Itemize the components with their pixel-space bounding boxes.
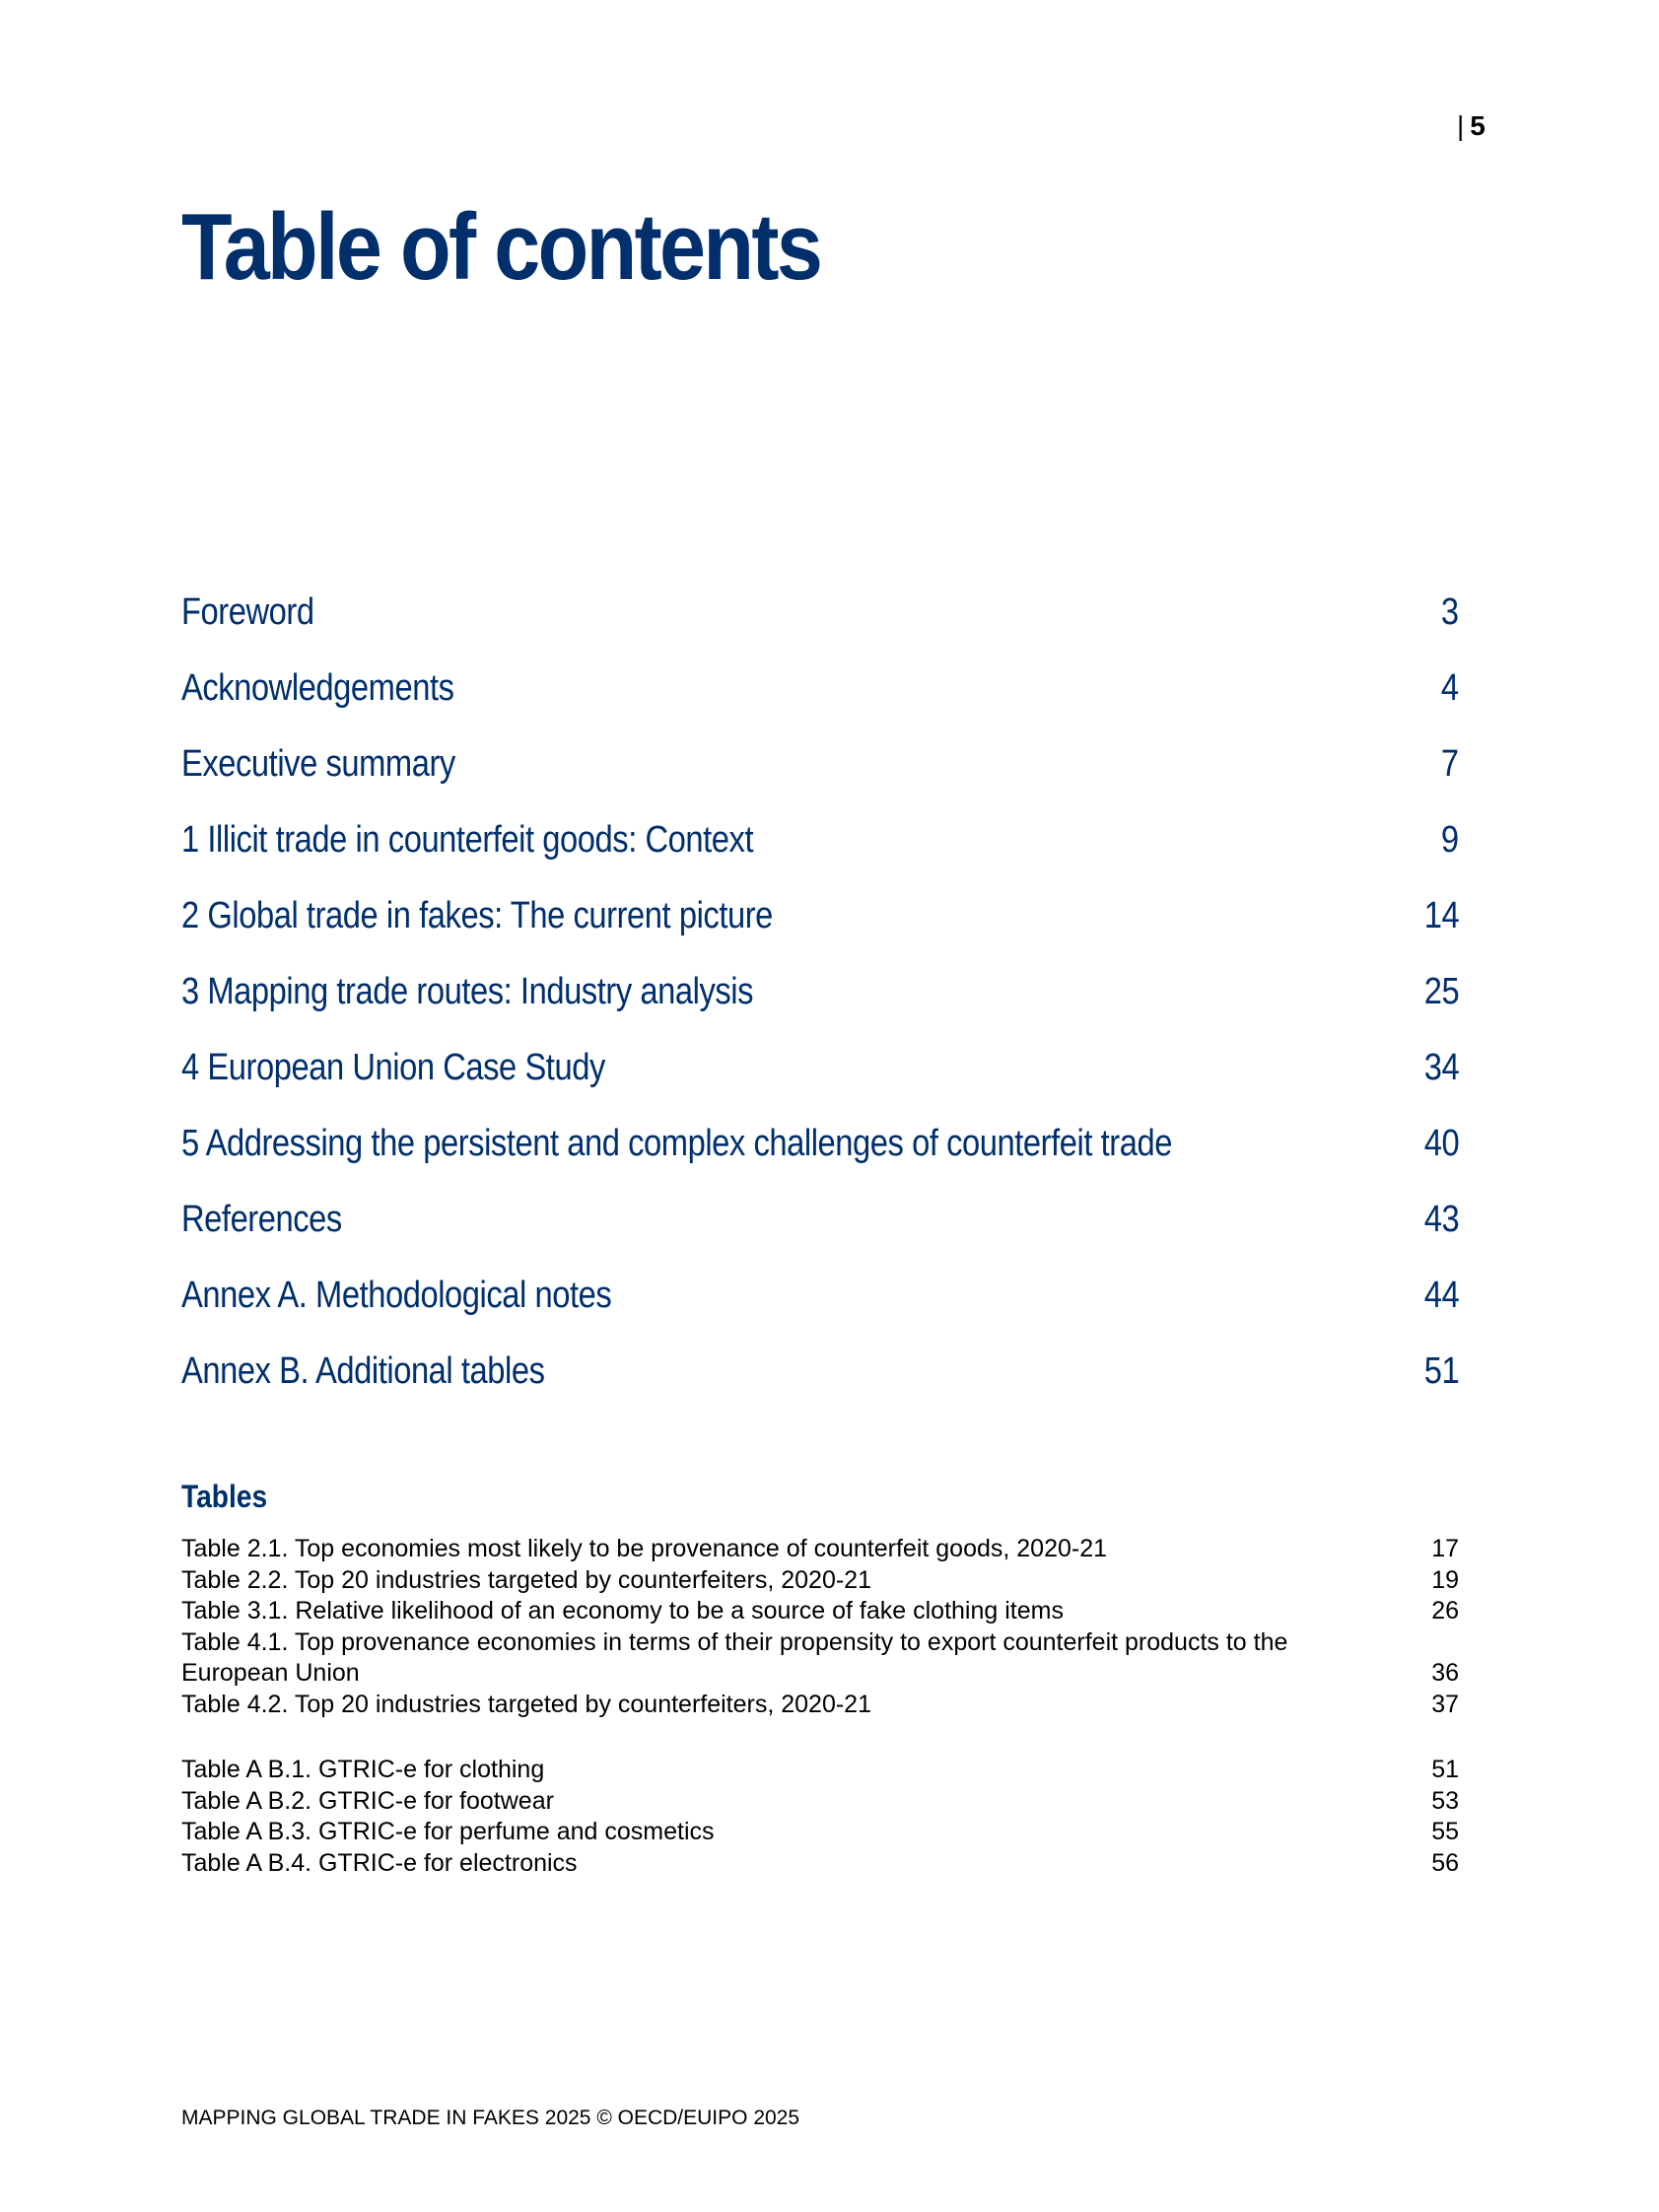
table-entry-page: 51 xyxy=(1431,1756,1459,1783)
toc-list xyxy=(181,591,1459,1426)
table-entry-page: 56 xyxy=(1431,1848,1459,1877)
toc-entry-page: 34 xyxy=(1423,1047,1459,1088)
table-entry[interactable] xyxy=(181,1627,1459,1690)
toc-entry-label: References xyxy=(181,1199,342,1240)
toc-entry-acknowledgements[interactable] xyxy=(181,667,1459,743)
toc-entry-chapter-1[interactable] xyxy=(181,819,1459,895)
toc-entry-label: 4 European Union Case Study xyxy=(181,1047,605,1088)
table-entry-label: Table A B.2. GTRIC-e for footwear xyxy=(181,1786,554,1815)
table-entry[interactable] xyxy=(181,1755,1459,1786)
toc-entry-page: 14 xyxy=(1423,895,1459,936)
table-entry-page: 19 xyxy=(1431,1565,1459,1594)
table-entry-page: 53 xyxy=(1431,1786,1459,1815)
table-entry[interactable] xyxy=(181,1690,1459,1721)
toc-entry-references[interactable] xyxy=(181,1199,1459,1275)
table-entry-label: Table A B.3. GTRIC-e for perfume and cosmetics xyxy=(181,1818,715,1845)
toc-entry-label: 5 Addressing the persistent and complex challenges of counterfeit trade xyxy=(181,1123,1172,1164)
table-entry-label: Table 4.1. Top provenance economies in terms of their propensity to export counterfeit products to the European Union xyxy=(181,1627,1288,1687)
tables-list-annex xyxy=(181,1755,1459,1879)
toc-entry-label: Foreword xyxy=(181,591,314,633)
toc-entry-label: Annex B. Additional tables xyxy=(181,1350,545,1392)
toc-entry-page: 51 xyxy=(1423,1350,1459,1392)
toc-entry-label: Executive summary xyxy=(181,743,455,785)
page-footer: MAPPING GLOBAL TRADE IN FAKES 2025 © OECD/EUIPO 2025 xyxy=(181,2107,800,2129)
tables-list-main xyxy=(181,1534,1459,1720)
toc-entry-label: Annex A. Methodological notes xyxy=(181,1275,612,1316)
table-entry[interactable] xyxy=(181,1534,1459,1565)
toc-entry-page: 4 xyxy=(1441,667,1459,709)
toc-entry-page: 9 xyxy=(1441,819,1459,861)
toc-entry-chapter-4[interactable] xyxy=(181,1047,1459,1123)
table-entry-page: 37 xyxy=(1431,1690,1459,1718)
table-entry-page: 26 xyxy=(1431,1597,1459,1624)
toc-entry-label: Acknowledgements xyxy=(181,667,454,709)
table-entry[interactable] xyxy=(181,1565,1459,1597)
toc-entry-page: 25 xyxy=(1423,971,1459,1012)
toc-entry-page: 7 xyxy=(1441,743,1459,785)
page-number xyxy=(1457,110,1486,142)
page-number-value: 5 xyxy=(1470,110,1486,141)
table-entry-page: 55 xyxy=(1431,1818,1459,1845)
toc-entry-foreword[interactable] xyxy=(181,591,1459,667)
table-entry-page: 36 xyxy=(1431,1659,1459,1687)
toc-entry-label: 1 Illicit trade in counterfeit goods: Context xyxy=(181,819,754,861)
toc-entry-executive-summary[interactable] xyxy=(181,743,1459,819)
toc-entry-chapter-3[interactable] xyxy=(181,971,1459,1047)
table-entry[interactable] xyxy=(181,1848,1459,1880)
table-entry-label: Table 3.1. Relative likelihood of an economy to be a source of fake clothing items xyxy=(181,1597,1064,1624)
tables-heading: Tables xyxy=(181,1479,268,1514)
toc-entry-annex-b[interactable] xyxy=(181,1350,1459,1426)
table-entry-label: Table A B.1. GTRIC-e for clothing xyxy=(181,1756,545,1783)
toc-entry-page: 3 xyxy=(1441,591,1459,633)
table-entry-label: Table 2.2. Top 20 industries targeted by counterfeiters, 2020-21 xyxy=(181,1565,871,1594)
toc-entry-annex-a[interactable] xyxy=(181,1275,1459,1350)
toc-entry-page: 44 xyxy=(1423,1275,1459,1316)
toc-entry-chapter-5[interactable] xyxy=(181,1123,1459,1199)
toc-entry-page: 40 xyxy=(1423,1123,1459,1164)
toc-entry-label: 2 Global trade in fakes: The current picture xyxy=(181,895,773,936)
toc-entry-label: 3 Mapping trade routes: Industry analysis xyxy=(181,971,754,1012)
table-entry-label: Table A B.4. GTRIC-e for electronics xyxy=(181,1848,578,1877)
table-entry-label: Table 4.2. Top 20 industries targeted by counterfeiters, 2020-21 xyxy=(181,1690,871,1718)
table-entry-page: 17 xyxy=(1431,1535,1459,1562)
table-entry[interactable] xyxy=(181,1817,1459,1848)
page-title: Table of contents xyxy=(181,194,821,300)
table-entry[interactable] xyxy=(181,1596,1459,1627)
toc-entry-chapter-2[interactable] xyxy=(181,895,1459,971)
table-entry[interactable] xyxy=(181,1786,1459,1818)
table-entry-label: Table 2.1. Top economies most likely to be provenance of counterfeit goods, 2020-21 xyxy=(181,1535,1108,1562)
toc-entry-page: 43 xyxy=(1423,1199,1459,1240)
page-number-separator: | xyxy=(1457,110,1465,141)
